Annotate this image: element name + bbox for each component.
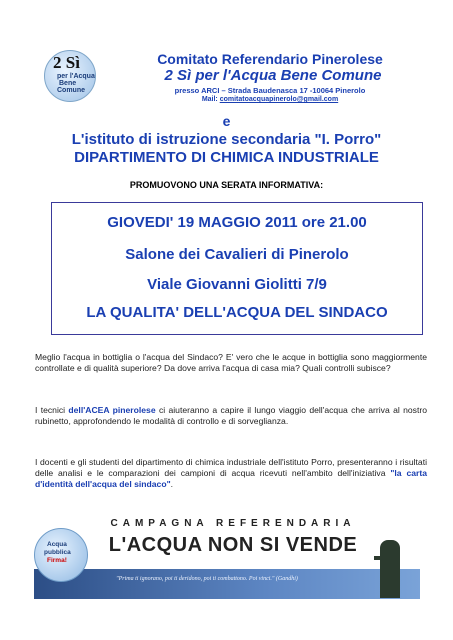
logo2-line-1: Acqua	[47, 541, 67, 548]
p2-start: I tecnici	[35, 405, 69, 415]
acqua-pubblica-logo	[34, 528, 88, 582]
event-box	[51, 202, 423, 335]
logo-line-3: Comune	[57, 87, 85, 94]
committee-mail	[125, 96, 415, 103]
paragraph-3	[35, 457, 427, 490]
committee-name: Comitato Referendario Pinerolese	[157, 51, 383, 67]
mail-label: Mail:	[201, 96, 218, 103]
p2-highlight: dell'ACEA pinerolese	[68, 405, 156, 415]
p3-end: .	[170, 479, 174, 489]
event-street: Viale Giovanni Giolitti 7/9	[147, 276, 327, 293]
banner-strip	[34, 569, 420, 599]
event-topic: LA QUALITA' DELL'ACQUA DEL SINDACO	[86, 304, 388, 321]
event-date: GIOVEDI' 19 MAGGIO 2011 ore 21.00	[107, 214, 367, 231]
event-venue: Salone dei Cavalieri di Pinerolo	[125, 246, 349, 263]
logo-big-text: 2 Sì	[53, 53, 80, 72]
campaign-headline: L'ACQUA NON SI VENDE	[108, 534, 358, 556]
p2-end: ci aiuteranno a capire il lungo viaggio dell'acqua che arriva al nostro rubinetto, approfondendo le modalità di controllo e di sorveglianza.	[35, 405, 427, 426]
p3-start: I docenti e gli studenti del dipartimento di chimica industriale dell'istituto Porro, presenteranno i risultati delle analisi e le comparazioni dei campioni di acqua ricevuti nell'ambito dell'iniziativa	[35, 457, 427, 478]
logo2-line-3: Firma!	[47, 557, 67, 564]
mail-link[interactable]: comitatoacquapinerolo@gmail.com	[219, 96, 339, 103]
committee-address: presso ARCI – Strada Baudenasca 17 -10064 Pinerolo	[174, 86, 366, 95]
institute-name: L'istituto di istruzione secondaria "I. Porro"	[71, 131, 382, 148]
campaign-label: CAMPAGNA REFERENDARIA	[110, 518, 356, 529]
logo2-line-2: pubblica	[44, 549, 71, 556]
department-name: DIPARTIMENTO DI CHIMICA INDUSTRIALE	[74, 149, 379, 166]
conjunction: e	[222, 113, 231, 129]
paragraph-1	[35, 352, 427, 374]
p3-highlight: "la carta d'identità dell'acqua del sindaco"	[35, 468, 427, 489]
promo-line: PROMUOVONO UNA SERATA INFORMATIVA:	[129, 180, 324, 190]
referendum-logo	[44, 50, 96, 102]
logo-line-1: per l'Acqua	[57, 73, 95, 80]
paragraph-2	[35, 405, 427, 427]
fountain-icon	[380, 540, 400, 598]
logo-line-2: Bene	[59, 80, 77, 87]
committee-slogan: 2 Sì per l'Acqua Bene Comune	[164, 67, 382, 84]
paragraph-1-text: Meglio l'acqua in bottiglia o l'acqua del Sindaco? E' vero che le acque in bottiglia sono maggiormente controllate e di qualità superiore? Da dove arriva l'acqua di casa mia? Quali controlli subisce?	[35, 352, 427, 373]
gandhi-quote: "Prima ti ignorano, poi ti deridono, poi ti combattono. Poi vinci." (Gandhi)	[116, 576, 298, 582]
